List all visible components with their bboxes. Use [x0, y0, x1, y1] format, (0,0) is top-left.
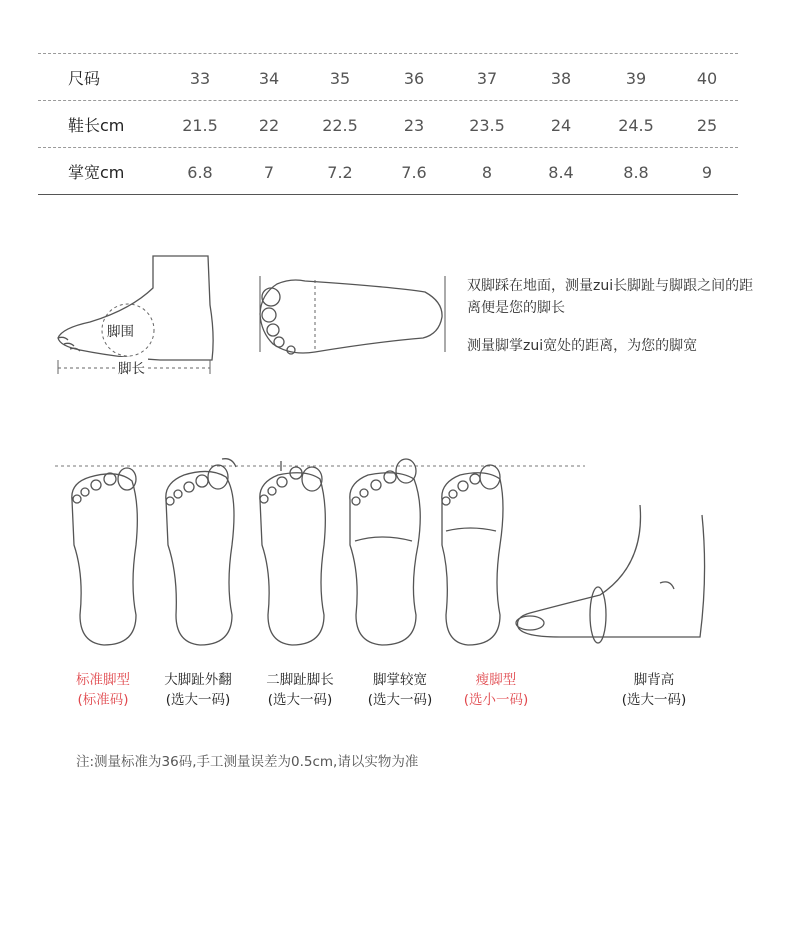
table-cell: 22.5: [322, 116, 358, 135]
foot-type-name: 脚掌较宽: [373, 672, 427, 688]
table-cell: 24: [550, 116, 572, 135]
table-row: [38, 148, 738, 195]
foot-wide: [350, 459, 420, 645]
foot-type-name: 瘦脚型: [475, 672, 517, 688]
girth-label: 脚围: [107, 324, 134, 340]
table-cell: 36: [403, 69, 425, 88]
table-cell: 23: [403, 116, 425, 135]
table-cell: 37: [476, 69, 498, 88]
table-cell: 6.8: [187, 163, 213, 182]
table-cell: 24.5: [618, 116, 654, 135]
table-cell: 7.2: [327, 163, 353, 182]
table-cell: 25: [696, 116, 718, 135]
foot-type-illustrations: [0, 455, 790, 665]
table-cell: 8.4: [548, 163, 574, 182]
foot-type-label: [53, 670, 153, 710]
foot-type-advice: (选小一码): [463, 692, 529, 708]
width-instruction: 测量脚掌zui宽处的距离，为您的脚宽: [467, 338, 698, 354]
foot-type-label: [250, 670, 350, 710]
table-cell: 40: [696, 69, 718, 88]
table-cell: 8.8: [623, 163, 649, 182]
table-cell: 7.6: [401, 163, 427, 182]
foot-type-advice: (选大一码): [267, 692, 333, 708]
table-cell: 22: [258, 116, 280, 135]
table-cell: 39: [625, 69, 647, 88]
foot-high-instep: [516, 505, 705, 643]
table-row: [38, 53, 738, 101]
foot-type-label: [148, 670, 248, 710]
length-label: 脚长: [115, 357, 148, 377]
foot-narrow: [442, 465, 503, 645]
table-cell: 35: [329, 69, 351, 88]
foot-type-name: 标准脚型: [76, 672, 130, 688]
table-cell: 21.5: [182, 116, 218, 135]
foot-type-advice: (选大一码): [165, 692, 231, 708]
foot-type-label: [350, 670, 450, 710]
foot-standard: [72, 468, 138, 645]
row-header: 掌宽cm: [68, 163, 125, 182]
table-cell: 8: [481, 163, 493, 182]
length-instruction: 双脚踩在地面，测量zui长脚趾与脚跟之间的距离便是您的脚长: [467, 278, 754, 316]
row-header: 鞋长cm: [68, 116, 125, 135]
foot-type-advice: (选大一码): [367, 692, 433, 708]
foot-type-name: 大脚趾外翻: [164, 672, 232, 688]
table-cell: 34: [258, 69, 280, 88]
table-cell: 9: [701, 163, 713, 182]
table-cell: 23.5: [469, 116, 505, 135]
table-row: [38, 101, 738, 148]
size-table: [38, 53, 738, 195]
foot-type-name: 二脚趾脚长: [266, 672, 334, 688]
foot-type-label: [604, 670, 704, 710]
table-cell: 38: [550, 69, 572, 88]
foot-top-measure-illustration: [255, 272, 450, 357]
foot-type-advice: (选大一码): [621, 692, 687, 708]
row-header: 尺码: [68, 69, 101, 88]
foot-type-advice: (标准码): [77, 692, 129, 708]
foot-type-label: [446, 670, 546, 710]
measurement-note: 注:测量标准为36码,手工测量误差为0.5cm,请以实物为准: [76, 754, 419, 770]
foot-second-toe-long: [260, 461, 326, 645]
table-cell: 7: [263, 163, 275, 182]
table-cell: 33: [189, 69, 211, 88]
foot-type-name: 脚背高: [633, 672, 675, 688]
foot-bunion: [166, 459, 236, 645]
